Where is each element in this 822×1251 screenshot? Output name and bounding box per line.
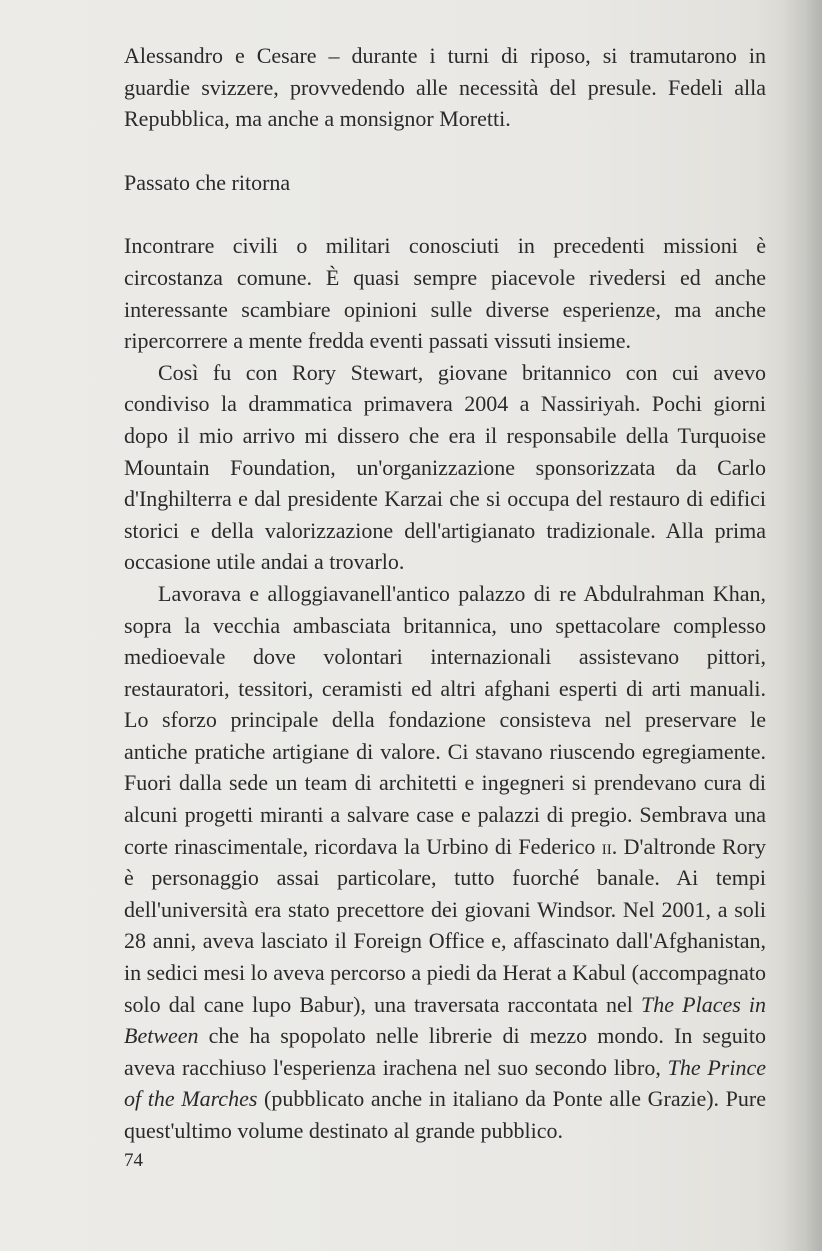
paragraph-1: Incontrare civili o militari conosciuti in precedenti missioni è circostanza comune. È quasi sempre piacevole rivedersi ed anche interessante scambiare opinioni sulle diverse esperienze, ma anche ripercorrere a mente fredda eventi passati vissuti insieme. xyxy=(124,233,766,354)
paragraph-3-part-4: (pubblicato anche in italiano da Ponte alle Grazie). Pure quest'ultimo volume destinato al grande pubblico. xyxy=(124,1086,766,1143)
paragraph-3-part-2: . D'altronde Rory è personaggio assai particolare, tutto fuorché banale. Ai tempi dell'università era stato precettore dei giovani Windsor. Nel 2001, a soli 28 anni, aveva lasciato il Foreign Office e, affascinato dall'Afghanistan, in sedici mesi lo aveva percorso a piedi da Herat a Kabul (accompagnato solo dal cane lupo Babur), una traversata raccontata nel xyxy=(124,833,766,1017)
paragraph-3 xyxy=(124,578,766,1147)
section-heading: Passato che ritorna xyxy=(124,169,291,195)
roman-numeral: ii xyxy=(601,833,612,859)
paragraph-3-part-3: che ha spopolato nelle librerie di mezzo mondo. In seguito aveva racchiuso l'esperienza irachena nel suo secondo libro, xyxy=(124,1023,766,1080)
body-text xyxy=(124,40,766,1147)
spine-shadow xyxy=(782,0,822,1251)
paragraph-3-part-1: Lavorava e alloggiavanell'antico palazzo di re Abdulrahman Khan, sopra la vecchia ambasciata britannica, uno spettacolare complesso medioevale dove volontari internazionali assistevano pittori, restauratori, tessitori, ceramisti ed altri afghani esperti di arti manuali. Lo sforzo principale della fondazione consisteva nel preservare le antiche pratiche artigiane di valore. Ci stavano riuscendo egregiamente. Fuori dalla sede un team di architetti e ingegneri si prendevano cura di alcuni progetti miranti a salvare case e palazzi di pregio. Sembrava una corte rinascimentale, ricordava la Urbino di Federico xyxy=(124,580,766,859)
book-title-prince-of-the-marches: The Prince of the Marches xyxy=(124,1054,766,1112)
page-number: 74 xyxy=(124,1150,143,1171)
book-title-places-in-between: The Places in Between xyxy=(124,991,766,1049)
paragraph-opening: Alessandro e Cesare – durante i turni di riposo, si tramutarono in guardie svizzere, provvedendo alle necessità del presule. Fedeli alla Repubblica, ma anche a monsignor Moretti. xyxy=(124,43,766,132)
paragraph-2: Così fu con Rory Stewart, giovane britannico con cui avevo condiviso la drammatica primavera 2004 a Nassiriyah. Pochi giorni dopo il mio arrivo mi dissero che era il responsabile della Turquoise Mountain Foundation, un'organizzazione sponsorizzata da Carlo d'Inghilterra e dal presidente Karzai che si occupa del restauro di edifici storici e della valorizzazione dell'artigianato tradizionale. Alla prima occasione utile andai a trovarlo. xyxy=(124,359,766,575)
